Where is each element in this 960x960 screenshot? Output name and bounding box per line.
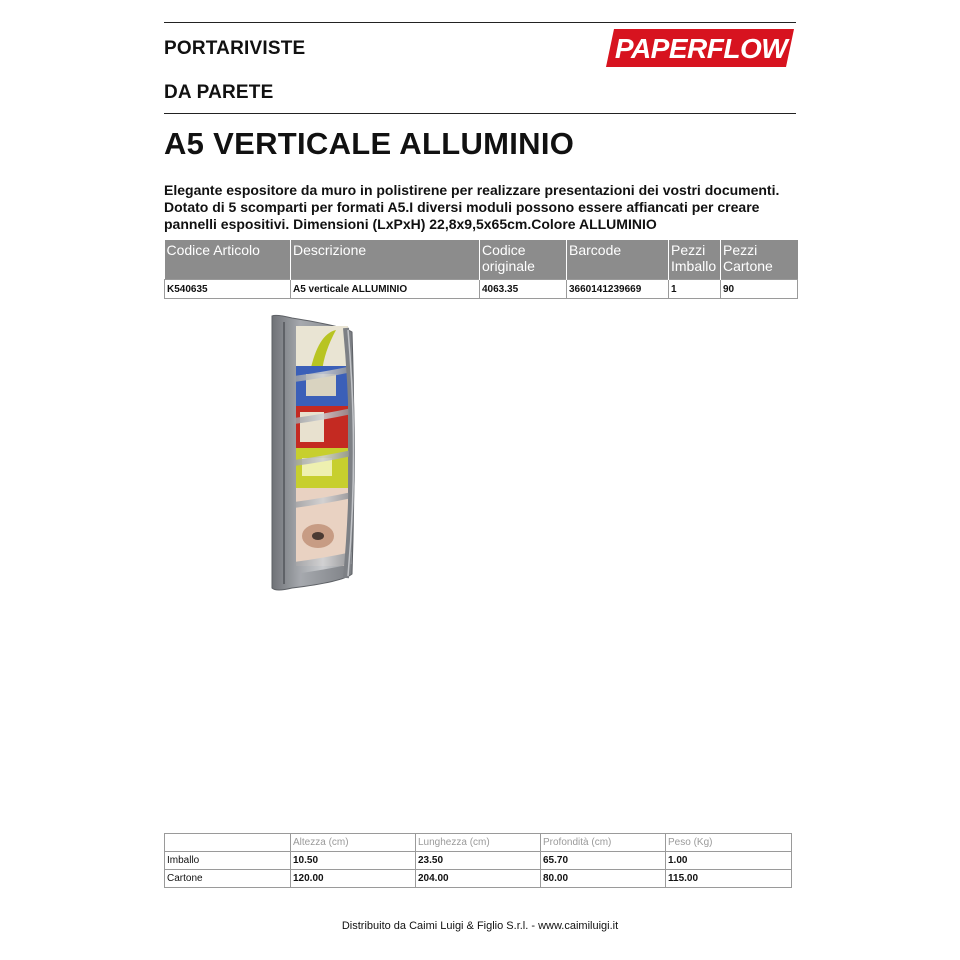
table-row (165, 280, 798, 299)
table-row (165, 870, 792, 888)
col-header-codice-articolo: Codice Articolo (165, 240, 291, 280)
product-photo (262, 312, 366, 594)
col-header-descrizione: Descrizione (291, 240, 480, 280)
table-row (165, 852, 792, 870)
header-bottom-rule (164, 113, 796, 114)
product-table-header (165, 240, 798, 280)
footer-distributor: Distribuito da Caimi Luigi & Figlio S.r.l. - www.caimiluigi.it (341, 920, 619, 932)
cell-peso: 1.00 (666, 852, 792, 870)
cell-codice-originale: 4063.35 (480, 280, 567, 299)
cell-altezza: 120.00 (291, 870, 416, 888)
col-header-pezzi-imballo: Pezzi Imballo (669, 240, 721, 280)
cell-pezzi-imballo: 1 (669, 280, 721, 299)
row-label-imballo: Imballo (165, 852, 291, 870)
col-header-codice-originale: Codice originale (480, 240, 567, 280)
cell-descrizione: A5 verticale ALLUMINIO (291, 280, 480, 299)
logo-text: PAPERFLOW (614, 33, 788, 64)
dims-header-peso: Peso (Kg) (666, 834, 792, 852)
cell-codice-articolo: K540635 (165, 280, 291, 299)
row-label-cartone: Cartone (165, 870, 291, 888)
cell-profondita: 80.00 (541, 870, 666, 888)
dims-header-lunghezza: Lunghezza (cm) (416, 834, 541, 852)
dimensions-table (164, 833, 792, 888)
product-description: Elegante espositore da muro in polistirene per realizzare presentazioni dei vostri documenti. Dotato di 5 scomparti per formati A5.I diversi moduli possono essere affiancati per creare pannelli espositivi. Dimensioni (LxPxH) 22,8x9,5x65cm.Colore ALLUMINIO (164, 182, 780, 232)
cell-pezzi-cartone: 90 (721, 280, 798, 299)
product-table (164, 240, 798, 299)
cell-altezza: 10.50 (291, 852, 416, 870)
category-line-1: PORTARIVISTE (164, 38, 306, 59)
dimensions-header (165, 834, 792, 852)
cell-profondita: 65.70 (541, 852, 666, 870)
top-rule (164, 22, 796, 23)
cell-peso: 115.00 (666, 870, 792, 888)
col-header-barcode: Barcode (567, 240, 669, 280)
category-line-2: DA PARETE (164, 82, 274, 103)
paperflow-logo (606, 29, 794, 67)
col-header-pezzi-cartone: Pezzi Cartone (721, 240, 798, 280)
cell-barcode: 3660141239669 (567, 280, 669, 299)
cell-lunghezza: 204.00 (416, 870, 541, 888)
dims-header-profondita: Profondità (cm) (541, 834, 666, 852)
cell-lunghezza: 23.50 (416, 852, 541, 870)
dims-header-empty (165, 834, 291, 852)
product-title: A5 VERTICALE ALLUMINIO (164, 126, 575, 161)
dims-header-altezza: Altezza (cm) (291, 834, 416, 852)
